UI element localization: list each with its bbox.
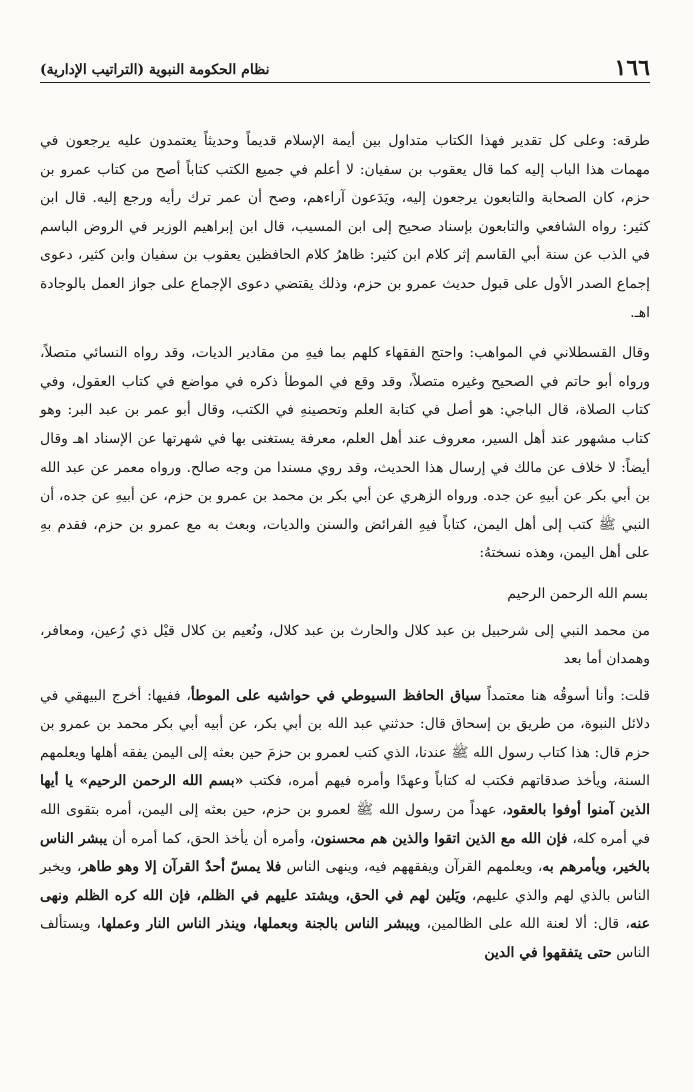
text-run: ، عهداً من رسول الله ﷺ لعمرو بن حزم، حين بعثه إلى اليمن، أمره بتقوى الله في أمره كله، [40, 802, 651, 847]
running-title: نظام الحكومة النبوية (التراتيب الإدارية) [40, 62, 270, 78]
text-run: ، ففيها: أخرج البيهقي في دلائل النبوة، من طريق بن إسحاق قال: حدثني عبد الله بن أبي بكر، عن أبيه أبي بكر محمد بن عمرو بن حزم قال: هذا كتاب رسول الله ﷺ عندنا، الذي كتب لعمرو بن حزمَ حين بعثه إلى اليمن يفقه أهلها ويعلمهم السنة، ويأخذ صدقاتهم فكتب له كتاباً وعهدًا وأمره فيهم أمره، فكتب [40, 687, 650, 790]
bold-phrase: «بسم الله الرحمن الرحيم» يا أيها الذين آمنوا أوفوا بالعقود [40, 773, 650, 819]
paragraph-chain-of-transmission: طرقه: وعلى كل تقدير فهذا الكتاب متداول بين أيمة الإسلام قديماً وحديثاً يعتمدون عليه يرجعون في مهمات هذا الباب إليه كما قال يعقوب بن سفيان: لا أعلم في جميع الكتب كتاباً أصح من كتاب عمرو بن حزم، كان الصحابة والتابعون يرجعون إليه، ويَدَعون آراءهم، وصح أن عمر ترك رأيه ورجع إليه. قال ابن كثير: رواه الشافعي والتابعون بإسناد صحيح إلى ابن المسيب، قال ابن إبراهيم الوزير في الروض الباسم في الذب عن سنة أبي القاسم إثر كلام ابن كثير: ظاهرُ كلام الحافظين يعقوب بن سفيان وابن كثير، دعوى إجماع الصدر الأول على قبول حديث عمرو بن حزم، وذلك يقتضي دعوى الإجماع على جواز العمل بالوجادة اهـ. [40, 133, 650, 321]
bold-phrase: فإن الله مع الذين اتقوا والذين هم محسنون [314, 830, 568, 847]
paragraph-suyuti-account [40, 682, 650, 968]
page-header [40, 52, 650, 83]
bold-phrase: يبشر الناس بالخير، ويأمرهم به [40, 830, 650, 876]
paragraph-letter-address: من محمد النبي إلى شرحبيل بن عبد كلال والحارث بن عبد كلال، ونُعيم بن كلال قيْل ذي رُعين، ومعافر، وهمدان أما بعد [40, 622, 650, 668]
bold-phrase: سياق الحافظ السيوطي في حواشيه على الموطأ [190, 687, 482, 704]
text-run: ، ويستألف الناس [40, 916, 650, 962]
text-run: قلت: وأنا أسوقُه هنا معتمداً [481, 687, 650, 704]
text-run: ، ويخبر الناس بالذي لهم والذي عليهم، [40, 859, 650, 904]
bold-phrase: فلا يمسّ أحدٌ القرآن إلا وهو طاهر [81, 859, 282, 876]
page-number: ١٦٦ [614, 55, 650, 81]
basmala-line: بسم الله الرحمن الرحيم [507, 585, 648, 602]
text-run: ، ويعلمهم القرآن ويفقههم فيه، وينهى الناس [281, 859, 543, 876]
paragraph-qastallani: وقال القسطلاني في المواهب: واحتج الفقهاء كلهم بما فيهِ من مقادير الديات، وقد رواه النسائي متصلاً، ورواه أبو حاتم في الصحيح وغيره متصلاً، وقد وقع في الموطأ ذكره في مواضع في كتاب العقول، وفي كتاب الصلاة، قال الباجي: هو أصل في كتابة العلم وتحصينهِ في الكتب، وقال أبو عمر بن عبد البر: وهو كتاب مشهور عند أهل السير، معروف عند أهل العلم، معرفة يستغنى بها في شهرتها عن الإسناد اهـ وقال أيضاً: لا خلاف عن مالك في إرسال هذا الحديث، وقد روي مسندا من وجه صالح. ورواه معمر عن عبد الله بن أبي بكر عن أبيهِ عن جده. ورواه الزهري عن أبي بكر بن محمد بن عمرو بن حزم، عن أبيهِ عن جده، أن النبي ﷺ كتب إلى أهل اليمن، كتاباً فيهِ الفرائض والسنن والديات، وبعث به مع عمرو بن حزم، فقدم بهِ على أهل اليمن، وهذه نسختهُ: [40, 345, 650, 562]
text-run: ، قال: ألا لعنة الله على الظالمين، [420, 916, 630, 933]
text-run: ، وأمره أن يأخذ الحق، كما أمره أن [107, 830, 315, 847]
bold-phrase: ويبشر الناس بالجنة وبعملها، وينذر الناس النار وعملها [101, 916, 421, 933]
bold-phrase: ويَلين لهم في الحق، ويشتد عليهم في الظلم، فإن الله كره الظلم ونهى عنه [40, 887, 650, 933]
bold-phrase: حتى يتفقهوا في الدين [484, 945, 612, 962]
